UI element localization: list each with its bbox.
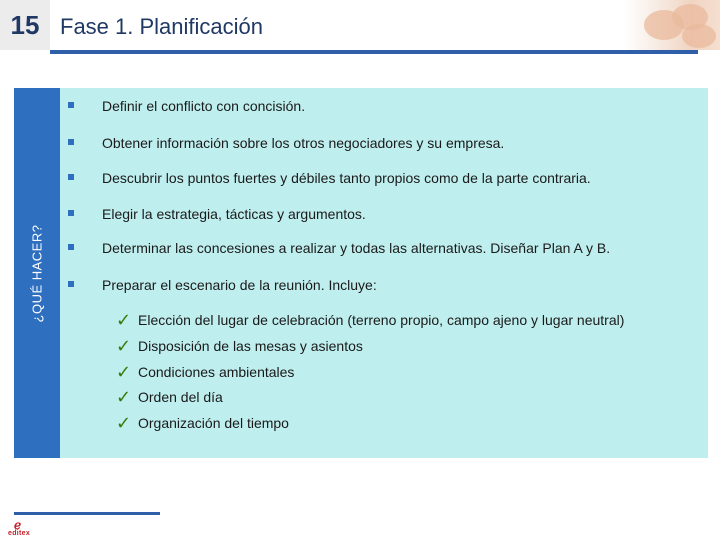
checklist-item — [116, 413, 289, 434]
logo-word: editex — [8, 530, 31, 537]
square-bullet-icon — [68, 174, 74, 180]
square-bullet-icon — [68, 139, 74, 145]
logo-mark-icon: ℯ — [14, 518, 22, 532]
slide-title: Fase 1. Planificación — [60, 14, 263, 39]
bullet-text: Definir el conflicto con concisión. — [102, 98, 306, 114]
bullet-text: Obtener información sobre los otros negociadores y su empresa. — [102, 135, 505, 151]
square-bullet-icon — [68, 102, 74, 108]
bullet-text: Determinar las concesiones a realizar y todas las alternativas. Diseñar Plan A y B. — [102, 240, 611, 256]
checklist-item — [116, 310, 624, 331]
checklist-text: Organización del tiempo — [138, 415, 289, 431]
checkmark-icon: ✓ — [116, 362, 132, 383]
checklist-item — [116, 336, 363, 357]
hands-image — [624, 0, 720, 50]
checklist-item — [116, 362, 294, 383]
checkmark-icon: ✓ — [116, 336, 132, 357]
checkmark-icon: ✓ — [116, 387, 132, 408]
header-rule — [50, 50, 698, 54]
side-label: ¿QUÉ HACER? — [29, 224, 45, 322]
editex-logo — [4, 518, 38, 540]
checkmark-icon: ✓ — [116, 413, 132, 434]
square-bullet-icon — [68, 244, 74, 250]
checklist-item — [116, 387, 223, 408]
bullet-text: Elegir la estrategia, tácticas y argumentos. — [102, 206, 366, 222]
square-bullet-icon — [68, 281, 74, 287]
checklist-text: Condiciones ambientales — [138, 364, 295, 380]
checklist-text: Elección del lugar de celebración (terreno propio, campo ajeno y lugar neutral) — [138, 312, 625, 328]
square-bullet-icon — [68, 210, 74, 216]
checklist-text: Disposición de las mesas y asientos — [138, 338, 363, 354]
slide-number: 15 — [0, 0, 50, 50]
bullet-text: Descubrir los puntos fuertes y débiles tanto propios como de la parte contraria. — [102, 170, 591, 186]
side-label-container — [14, 88, 60, 458]
checklist-text: Orden del día — [138, 389, 223, 405]
content-box — [60, 88, 708, 458]
footer-rule — [14, 512, 160, 515]
checkmark-icon: ✓ — [116, 310, 132, 331]
bullet-text: Preparar el escenario de la reunión. Incluye: — [102, 277, 377, 293]
